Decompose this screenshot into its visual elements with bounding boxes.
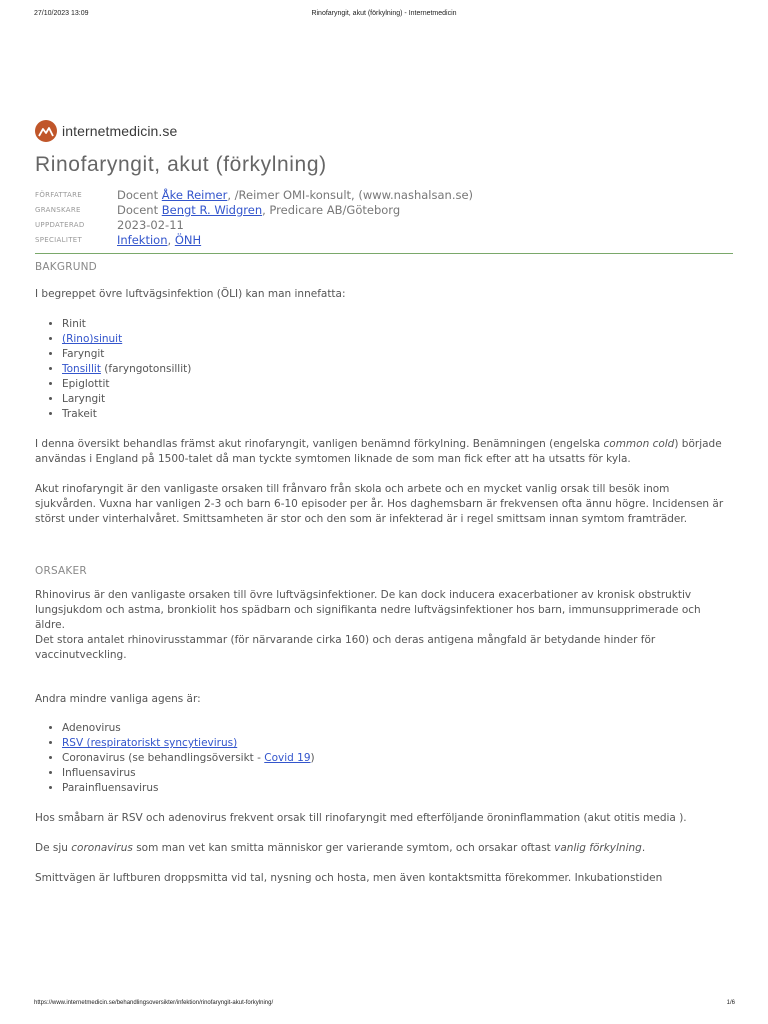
page-number: 1/6 [726, 1000, 735, 1006]
article [35, 118, 733, 886]
list-item [62, 736, 733, 751]
list-item [62, 751, 733, 766]
specialty-value [117, 233, 201, 248]
list-item [62, 362, 733, 377]
logo-text: internetmedicin.se [62, 123, 178, 139]
reviewer-value [117, 203, 400, 218]
specialty-row [35, 233, 733, 248]
tonsillit-rest: (faryngotonsillit) [100, 363, 192, 375]
print-title: Rinofaryngit, akut (förkylning) - Internetmedicin [311, 10, 457, 17]
p5-emphasis-2: vanlig förkylning [554, 842, 642, 854]
print-url: https://www.internetmedicin.se/behandlingsoversikter/infektion/rinofaryngit-akut-forkylning/ [34, 1000, 274, 1006]
print-footer [0, 1000, 768, 1012]
article-meta [35, 188, 733, 248]
author-link[interactable]: Åke Reimer [161, 188, 228, 202]
orsaker-paragraph-6: Smittvägen är luftburen droppsmitta vid tal, nysning och hosta, men även kontaktsmitta förekommer. Inkubationstiden [35, 872, 663, 884]
tonsillit-link[interactable]: Tonsillit [62, 363, 101, 375]
page-title: Rinofaryngit, akut (förkylning) [35, 153, 327, 176]
section-title-orsaker: ORSAKER [35, 565, 87, 577]
bakgrund-intro: I begreppet övre luftvägsinfektion (ÖLI) kan man innefatta: [35, 288, 346, 300]
covid19-link[interactable]: Covid 19 [264, 752, 311, 764]
p2-part-a: I denna översikt behandlas främst akut rinofaryngit, vanligen benämnd förkylning. Benämningen (engelska [35, 438, 604, 450]
specialty-separator: , [167, 233, 175, 247]
p5-emphasis-1: coronavirus [71, 842, 133, 854]
section-title-bakgrund: BAKGRUND [35, 261, 97, 273]
author-value [117, 188, 473, 203]
print-date: 27/10/2023 13:09 [34, 10, 89, 17]
p5-part-c: . [641, 842, 646, 854]
coronavirus-close: ) [310, 752, 315, 764]
author-suffix: , /Reimer OMI-konsult, (www.nashalsan.se) [227, 188, 474, 202]
updated-row [35, 218, 733, 233]
reviewer-label: GRANSKARE [35, 206, 81, 214]
orsaker-paragraph-2: Det stora antalet rhinovirusstammar (för närvarande cirka 160) och deras antigena mångfald är betydande hinder för vaccinutveckling. [35, 634, 656, 661]
oli-list [35, 317, 733, 422]
divider [35, 253, 733, 254]
list-item: • Laryngit [62, 392, 733, 407]
agens-list [35, 721, 733, 796]
mountain-logo-icon [35, 120, 57, 142]
p2-part-b: ) började användas i England på 1500-talet då man tyckte symtomen liknade de som man fick efter att ha utsatts för kyla. [35, 438, 722, 465]
rinosinuit-link[interactable]: (Rino)sinuit [62, 333, 123, 345]
author-prefix: Docent [117, 188, 159, 202]
orsaker-paragraph-5 [35, 841, 733, 856]
orsaker-paragraph-4: Hos småbarn är RSV och adenovirus frekvent orsak till rinofaryngit med efterföljande öroninflammation (akut otitis media ). [35, 812, 687, 824]
list-item: • Faryngit [62, 347, 733, 362]
list-item: • Parainfluensavirus [62, 781, 733, 796]
updated-label: UPPDATERAD [35, 221, 85, 229]
bakgrund-paragraph-3: Akut rinofaryngit är den vanligaste orsaken till frånvaro från skola och arbete och en mycket vanlig orsak till besök inom sjukvården. Vuxna har vanligen 2-3 och barn 6-10 episoder per år. Hos daghemsbarn är frekvensen ofta ännu högre. Incidensen är störst under vinterhalvåret. Smittsamheten är stor och den som är infekterad är i regel smittsam innan symtom framträder. [35, 483, 724, 525]
p5-part-b: som man vet kan smitta människor ger varierande symtom, och orsakar oftast [132, 842, 555, 854]
author-label: FÖRFATTARE [35, 191, 82, 199]
list-item: • Rinit [62, 317, 733, 332]
list-item: • Epiglottit [62, 377, 733, 392]
list-item [62, 332, 733, 347]
p5-part-a: De sju [35, 842, 72, 854]
p2-emphasis: common cold [603, 438, 675, 450]
rsv-link[interactable]: RSV (respiratoriskt syncytievirus) [62, 737, 238, 749]
reviewer-link[interactable]: Bengt R. Widgren [161, 203, 263, 217]
coronavirus-text: Coronavirus (se behandlingsöversikt - [62, 752, 265, 764]
specialty-link-infektion[interactable]: Infektion [117, 233, 168, 247]
list-item: • Adenovirus [62, 721, 733, 736]
bakgrund-paragraph-2 [35, 437, 733, 467]
reviewer-prefix: Docent [117, 203, 159, 217]
author-row [35, 188, 733, 203]
specialty-label: SPECIALITET [35, 236, 83, 244]
orsaker-paragraph-3: Andra mindre vanliga agens är: [35, 693, 201, 705]
reviewer-suffix: , Predicare AB/Göteborg [262, 203, 401, 217]
reviewer-row [35, 203, 733, 218]
list-item: • Trakeit [62, 407, 733, 422]
orsaker-paragraph-1: Rhinovirus är den vanligaste orsaken till övre luftvägsinfektioner. De kan dock inducera exacerbationer av kronisk obstruktiv lungsjukdom och astma, bronkiolit hos spädbarn och signifikanta nedre luftvägsinfektioner hos barn, immunsupprimerade och äldre. [35, 589, 701, 631]
site-logo[interactable] [35, 118, 733, 144]
updated-value: 2023-02-11 [117, 218, 184, 232]
specialty-link-onh[interactable]: ÖNH [174, 233, 202, 247]
print-header [0, 10, 768, 22]
list-item: • Influensavirus [62, 766, 733, 781]
